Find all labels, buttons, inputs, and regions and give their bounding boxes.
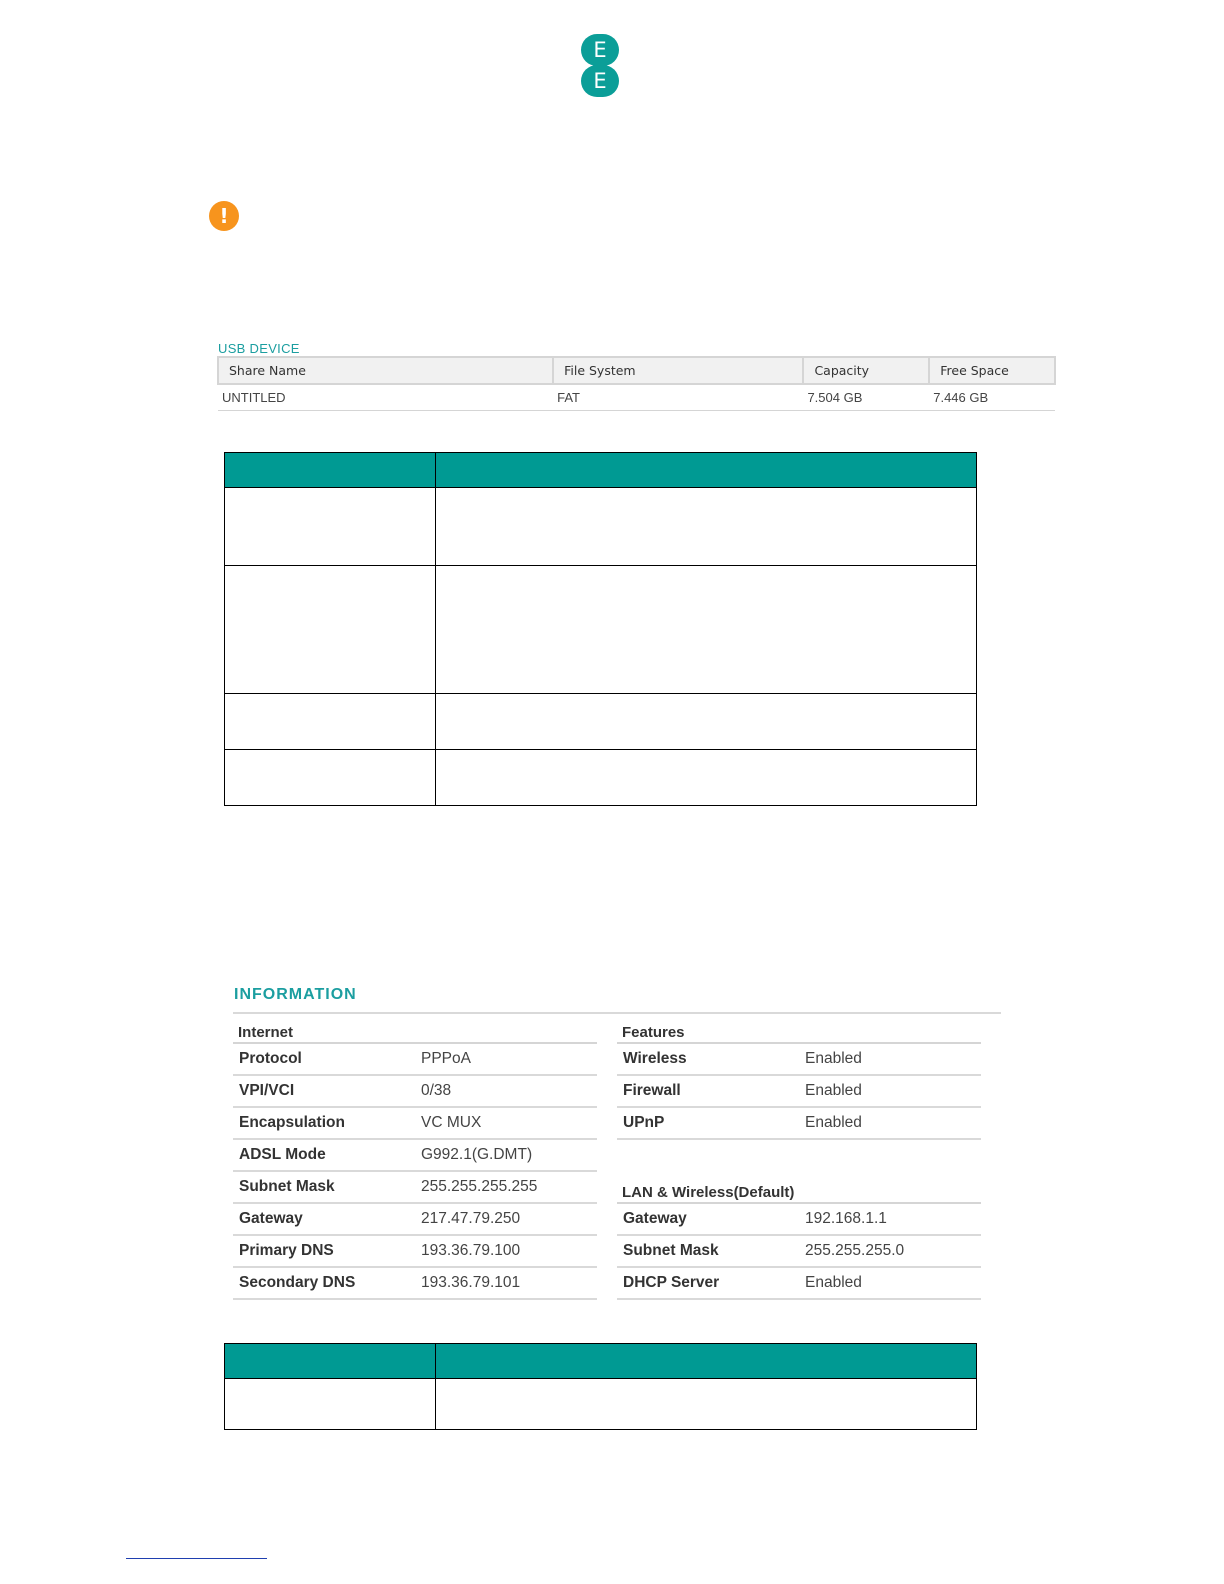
table-cell [225, 694, 436, 750]
info-value: Enabled [805, 1082, 862, 1099]
table-cell [225, 750, 436, 806]
features-heading: Features [617, 1015, 981, 1044]
table-header-row [225, 1344, 977, 1379]
info-key: Secondary DNS [239, 1274, 356, 1291]
list-item [233, 1108, 597, 1140]
info-key: Wireless [623, 1050, 687, 1067]
header-cell [435, 1344, 976, 1379]
internet-heading: Internet [233, 1015, 597, 1044]
table-row [225, 488, 977, 566]
info-value: 255.255.255.255 [421, 1178, 538, 1195]
table-cell [435, 488, 976, 566]
list-item [233, 1204, 597, 1236]
info-value: 192.168.1.1 [805, 1210, 887, 1227]
info-icon: ! [209, 201, 239, 231]
table-row [225, 566, 977, 694]
list-item [617, 1076, 981, 1108]
table-row [218, 384, 1055, 411]
info-key: Primary DNS [239, 1242, 334, 1259]
info-value: 255.255.255.0 [805, 1242, 905, 1259]
info-value: 217.47.79.250 [421, 1210, 521, 1227]
free-space-cell: 7.446 GB [929, 384, 1055, 411]
info-key: ADSL Mode [239, 1146, 326, 1163]
file-system-cell: FAT [553, 384, 803, 411]
info-key: Gateway [623, 1210, 687, 1227]
table-cell [435, 566, 976, 694]
info-key: UPnP [623, 1114, 665, 1131]
table-header-row [225, 453, 977, 488]
table-row [225, 750, 977, 806]
info-key: Subnet Mask [239, 1178, 335, 1195]
table-cell [225, 488, 436, 566]
ee-logo [581, 34, 619, 97]
table-row [225, 1379, 977, 1430]
list-item [617, 1044, 981, 1076]
list-item [233, 1172, 597, 1204]
info-value: Enabled [805, 1274, 862, 1291]
information-title: INFORMATION [234, 986, 357, 1003]
info-key: Gateway [239, 1210, 303, 1227]
table-cell [435, 1379, 976, 1430]
list-item [617, 1204, 981, 1236]
info-key: VPI/VCI [239, 1082, 295, 1099]
info-key: Protocol [239, 1050, 302, 1067]
table-row [225, 694, 977, 750]
info-key: Firewall [623, 1082, 681, 1099]
usb-device-title: USB DEVICE [218, 341, 300, 356]
table-cell [225, 1379, 436, 1430]
info-value: 0/38 [421, 1082, 452, 1099]
info-value: PPPoA [421, 1050, 471, 1067]
list-item [617, 1236, 981, 1268]
list-item [233, 1044, 597, 1076]
header-cell [225, 453, 436, 488]
list-item [233, 1076, 597, 1108]
field-description-table [224, 452, 977, 806]
internet-panel [233, 1015, 597, 1300]
header-cell [225, 1344, 436, 1379]
list-item [617, 1268, 981, 1300]
footnote-link-underline [126, 1558, 267, 1559]
list-item [233, 1268, 597, 1300]
info-key: Subnet Mask [623, 1242, 719, 1259]
info-value: VC MUX [421, 1114, 482, 1131]
list-item [233, 1236, 597, 1268]
info-value: 193.36.79.100 [421, 1242, 521, 1259]
panel-spacer [617, 1140, 981, 1175]
list-item [233, 1140, 597, 1172]
usb-device-table [217, 356, 1056, 411]
information-description-table [224, 1343, 977, 1430]
info-key: DHCP Server [623, 1274, 720, 1291]
info-value: G992.1(G.DMT) [421, 1146, 533, 1163]
header-cell [435, 453, 976, 488]
table-cell [225, 566, 436, 694]
info-key: Encapsulation [239, 1114, 345, 1131]
share-name-cell: UNTITLED [218, 384, 553, 411]
logo-letter-top: E [581, 34, 619, 66]
capacity-cell: 7.504 GB [803, 384, 929, 411]
logo-letter-bottom: E [581, 65, 619, 97]
col-file-system[interactable]: File System [553, 357, 803, 384]
col-free-space[interactable]: Free Space [929, 357, 1055, 384]
list-item [617, 1108, 981, 1140]
usb-header-row [218, 357, 1055, 384]
col-share-name[interactable]: Share Name [218, 357, 553, 384]
table-cell [435, 694, 976, 750]
info-value: 193.36.79.101 [421, 1274, 521, 1291]
col-capacity[interactable]: Capacity [803, 357, 929, 384]
features-panel [617, 1015, 981, 1300]
lan-heading: LAN & Wireless(Default) [617, 1175, 981, 1204]
information-divider [233, 1012, 1001, 1014]
table-cell [435, 750, 976, 806]
info-value: Enabled [805, 1050, 862, 1067]
info-value: Enabled [805, 1114, 862, 1131]
